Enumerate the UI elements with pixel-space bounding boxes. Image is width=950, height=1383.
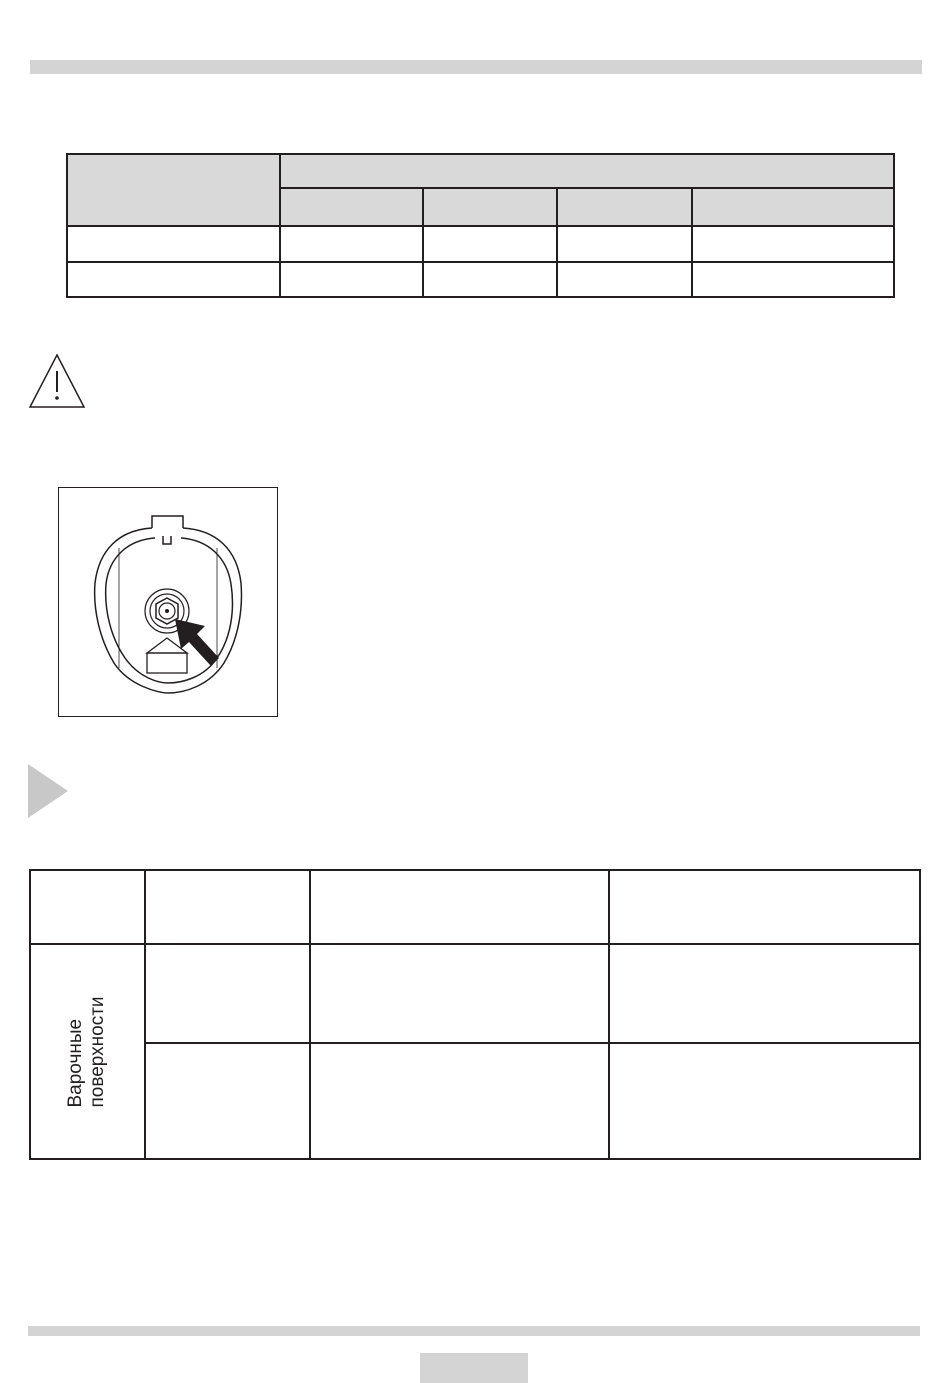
table-grid (66, 153, 895, 298)
header-bar (30, 60, 922, 74)
row-group-label-text (65, 996, 109, 1107)
maintenance-table (29, 869, 921, 1160)
burner-injector-figure (58, 487, 278, 717)
arrow-icon (175, 619, 219, 666)
table-grid (29, 869, 921, 1160)
warning-triangle-icon (27, 352, 87, 410)
page-number-tab (420, 1353, 528, 1383)
footer-bar (28, 1326, 920, 1336)
row-group-label-line2: поверхности (87, 996, 108, 1108)
row-group-label (29, 944, 145, 1160)
row-group-label-line1: Варочные (65, 1018, 86, 1108)
play-triangle-icon (28, 764, 68, 818)
burner-diagram (59, 488, 277, 716)
injector-table (66, 153, 895, 298)
